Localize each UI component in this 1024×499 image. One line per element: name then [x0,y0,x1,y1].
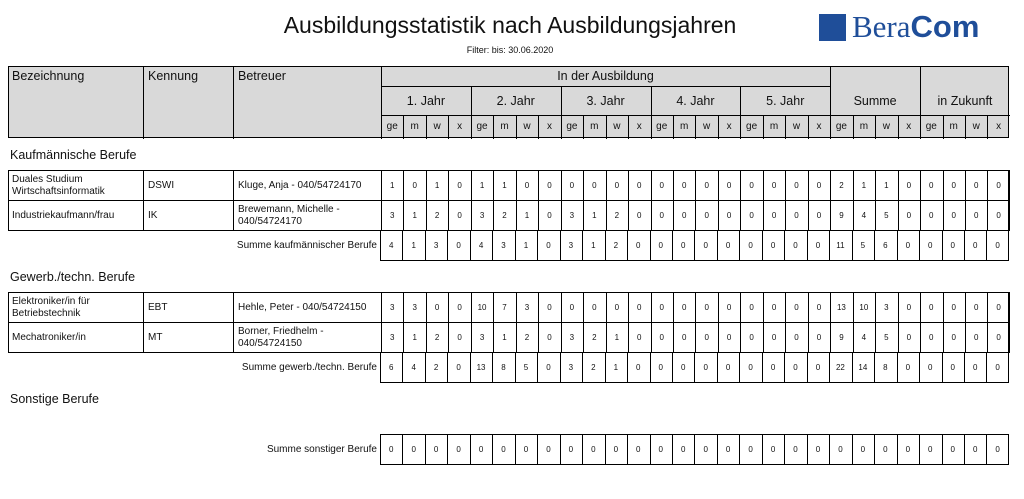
value-cell: 0 [929,211,934,220]
value-cell: 13 [476,363,486,372]
value-cell: 1 [434,181,440,190]
header-subcol-ge: ge [835,121,847,132]
value-cell: 0 [726,181,732,190]
filter-text: Filter: bis: 30.06.2020 [466,45,554,55]
header-subcol-w: w [882,121,890,132]
value-cell: 0 [659,211,664,220]
sum-values [380,434,1009,465]
value-cell: 0 [951,333,956,342]
sum-label: Summe gewerb./techn. Berufe [241,362,377,373]
value-cell: 0 [726,211,732,220]
value-cell: 0 [658,241,663,250]
value-cell: 0 [725,241,731,250]
header-kennung: Kennung [148,69,199,83]
value-cell: 2 [524,333,530,342]
sum-label: Summe kaufmännischer Berufe [236,240,377,251]
value-cell: 0 [951,211,956,220]
value-cell: 3 [412,303,417,312]
cell-kennung: MT [148,332,163,343]
value-cell: 11 [836,241,845,250]
value-cell: 0 [973,181,979,190]
header-subcol-x: x [636,121,642,132]
value-cell: 0 [905,241,911,250]
value-cell: 3 [390,333,395,342]
value-cell: 0 [725,363,731,372]
cell-betreuer: Borner, Friedhelm - 040/54724150 [238,326,324,349]
logo-text-bera: Bera [852,9,911,44]
header-betreuer: Betreuer [238,69,286,83]
header-subcol-x: x [546,121,552,132]
value-cell: 0 [771,333,777,342]
cell-divider [143,323,144,352]
value-cell: 0 [389,445,394,454]
value-cell: 0 [725,445,731,454]
value-cell: 0 [637,181,642,190]
value-cell: 0 [478,445,484,454]
value-cell: 6 [389,363,394,372]
header-subcol-m: m [769,121,779,132]
value-cell: 14 [858,363,868,372]
value-cell: 3 [390,303,395,312]
value-cell: 0 [636,241,641,250]
value-cell: 0 [973,303,979,312]
value-cell: 0 [794,211,799,220]
value-cell: 0 [680,445,686,454]
value-cell: 0 [973,333,979,342]
cell-kennung: EBT [148,302,168,313]
cell-divider [143,293,144,322]
row-values [381,292,1010,323]
sum-values [380,352,1009,383]
value-cell: 0 [793,363,798,372]
value-cell: 0 [636,445,641,454]
value-cell: 1 [524,211,530,220]
value-cell: 0 [568,445,574,454]
value-cell: 0 [591,445,596,454]
value-cell: 0 [951,181,956,190]
row-values [381,322,1010,353]
header-subcol-x: x [457,121,463,132]
logo-text-com: Com [910,9,980,44]
value-cell: 0 [456,363,461,372]
value-cell: 0 [637,303,642,312]
header-subcol-ge: ge [656,121,668,132]
value-cell: 0 [996,333,1001,342]
value-cell: 0 [929,303,934,312]
value-cell: 0 [749,211,754,220]
value-cell: 0 [636,363,641,372]
header-subcol-m: m [949,121,958,132]
cell-divider [233,171,234,200]
value-cell: 4 [411,363,416,372]
value-cell: 0 [995,363,1000,372]
value-cell: 3 [884,303,889,312]
value-cell: 2 [592,333,597,342]
sum-row [8,434,1009,465]
header-subcol-m: m [590,121,599,132]
header-group-6: in Zukunft [937,94,993,108]
value-cell: 0 [794,181,799,190]
value-cell: 8 [501,363,506,372]
value-cell: 0 [659,181,664,190]
value-cell: 0 [726,303,732,312]
value-cell: 0 [996,303,1001,312]
value-cell: 0 [658,445,663,454]
cell-bezeichnung: Mechatroniker/in [12,332,86,343]
cell-bezeichnung: Duales Studium Wirtschaftsinformatik [12,174,105,197]
cell-betreuer: Brewemann, Michelle - 040/54724170 [238,204,340,227]
header-subcol-w: w [613,121,621,132]
logo-square-icon [819,14,846,41]
value-cell: 2 [591,363,596,372]
row-values [381,170,1010,201]
cell-divider [143,171,144,200]
table-row [8,322,1009,353]
header-divider [143,67,144,139]
sum-row [8,230,1009,261]
header-subcol-ge: ge [386,121,398,132]
value-cell: 0 [883,445,888,454]
cell-bezeichnung: Industriekaufmann/frau [12,210,115,221]
value-cell: 0 [637,333,642,342]
value-cell: 4 [478,241,484,250]
header-subcol-ge: ge [746,121,758,132]
value-cell: 0 [770,363,776,372]
value-cell: 0 [569,181,575,190]
value-cell: 3 [524,303,530,312]
section-heading: Sonstige Berufe [10,392,99,406]
value-cell: 0 [771,211,777,220]
value-cell: 0 [704,303,709,312]
value-cell: 0 [748,241,753,250]
value-cell: 0 [569,303,575,312]
value-cell: 0 [613,445,619,454]
cell-divider [143,201,144,230]
value-cell: 1 [412,211,417,220]
value-cell: 0 [680,363,686,372]
header-subcol-m: m [410,121,419,132]
value-cell: 1 [523,241,529,250]
value-cell: 0 [929,181,934,190]
value-cell: 0 [906,303,912,312]
cell-divider [233,201,234,230]
header-group-3: 4. Jahr [676,94,715,108]
value-cell: 0 [457,211,462,220]
value-cell: 0 [793,445,798,454]
cell-kennung: IK [148,210,158,221]
value-cell: 0 [928,445,933,454]
value-cell: 0 [950,241,955,250]
header-subcol-w: w [433,121,441,132]
header-subcol-x: x [996,121,1002,132]
value-cell: 0 [456,445,461,454]
value-cell: 0 [659,303,664,312]
value-cell: 10 [477,303,487,312]
value-cell: 0 [547,303,552,312]
header-divider [233,67,234,139]
value-cell: 0 [592,303,597,312]
value-cell: 3 [568,241,574,250]
value-cell: 0 [815,363,821,372]
value-cell: 0 [681,181,687,190]
value-cell: 0 [906,333,912,342]
value-cell: 1 [502,333,507,342]
value-cell: 0 [501,445,506,454]
value-cell: 0 [592,181,597,190]
value-cell: 3 [479,333,485,342]
value-cell: 0 [816,211,822,220]
value-cell: 0 [658,363,663,372]
value-cell: 1 [861,181,867,190]
page-title: Ausbildungsstatistik nach Ausbildungsjahren [283,12,737,38]
value-cell: 22 [835,363,845,372]
value-cell: 0 [704,181,709,190]
sum-values [380,230,1009,261]
header-subcol-w: w [972,121,980,132]
value-cell: 5 [884,333,889,342]
value-cell: 0 [815,445,821,454]
value-cell: 2 [839,181,844,190]
cell-betreuer: Hehle, Peter - 040/54724150 [238,302,367,313]
header-subcol-w: w [792,121,801,132]
value-cell: 1 [614,333,620,342]
value-cell: 1 [502,181,507,190]
value-cell: 0 [614,303,620,312]
value-cell: 0 [412,181,417,190]
value-cell: 0 [816,333,822,342]
value-cell: 2 [614,211,620,220]
value-cell: 0 [681,303,687,312]
header-group-0: 1. Jahr [406,94,446,108]
value-cell: 0 [996,181,1001,190]
sum-label: Summe sonstiger Berufe [266,444,377,455]
value-cell: 0 [794,303,799,312]
value-cell: 1 [591,241,596,250]
value-cell: 0 [816,181,822,190]
value-cell: 0 [547,333,552,342]
value-cell: 0 [546,445,551,454]
section-heading: Gewerb./techn. Berufe [10,270,136,284]
header-in-ausbildung: In der Ausbildung [557,69,654,83]
value-cell: 3 [501,241,506,250]
value-cell: 0 [771,181,777,190]
value-cell: 0 [749,303,754,312]
value-cell: 3 [569,211,575,220]
value-cell: 0 [770,241,776,250]
value-cell: 0 [433,445,439,454]
value-cell: 0 [726,333,732,342]
value-cell: 1 [884,181,889,190]
value-cell: 9 [839,211,844,220]
value-cell: 1 [411,241,416,250]
value-cell: 0 [457,181,462,190]
cell-divider [233,323,234,352]
cell-bezeichnung: Elektroniker/in für Betriebstechnik [12,296,90,319]
value-cell: 7 [502,303,507,312]
value-cell: 0 [748,445,753,454]
value-cell: 0 [614,181,620,190]
value-cell: 3 [390,211,395,220]
header-group-5: Summe [853,94,897,108]
value-cell: 0 [770,445,776,454]
value-cell: 0 [546,363,551,372]
value-cell: 0 [546,241,551,250]
header-subcol-w: w [703,121,711,132]
value-cell: 9 [839,333,844,342]
value-cell: 4 [389,241,394,250]
header-subcol-x: x [726,121,732,132]
value-cell: 0 [681,211,687,220]
value-cell: 10 [859,303,869,312]
header-divider [381,86,830,87]
value-cell: 0 [905,363,911,372]
value-cell: 0 [972,445,978,454]
value-cell: 2 [434,211,440,220]
value-cell: 0 [816,303,822,312]
value-cell: 6 [883,241,888,250]
value-cell: 0 [547,211,552,220]
sum-row [8,352,1009,383]
value-cell: 4 [861,333,867,342]
header-subcol-x: x [906,121,912,132]
value-cell: 0 [703,241,708,250]
table-row [8,200,1009,231]
header-group-1: 2. Jahr [496,94,535,108]
value-cell: 0 [680,241,686,250]
header-subcol-x: x [816,121,822,132]
value-cell: 0 [906,211,912,220]
value-cell: 0 [547,181,552,190]
header-group-2: 3. Jahr [586,94,625,108]
value-cell: 13 [836,303,846,312]
header-subcol-m: m [859,121,869,132]
value-cell: 0 [704,211,709,220]
value-cell: 0 [995,445,1000,454]
value-cell: 0 [659,333,664,342]
value-cell: 3 [479,211,485,220]
table-row [8,292,1009,323]
header-subcol-m: m [500,121,509,132]
value-cell: 0 [929,333,934,342]
value-cell: 0 [905,445,911,454]
value-cell: 0 [972,241,978,250]
cell-divider [233,293,234,322]
row-values [381,200,1010,231]
value-cell: 2 [433,363,439,372]
header-group-4: 5. Jahr [766,94,805,108]
value-cell: 3 [569,333,575,342]
value-cell: 0 [951,303,956,312]
value-cell: 2 [434,333,440,342]
value-cell: 5 [884,211,889,220]
value-cell: 1 [592,211,597,220]
value-cell: 0 [703,445,708,454]
value-cell: 0 [411,445,416,454]
value-cell: 5 [523,363,529,372]
value-cell: 4 [861,211,867,220]
value-cell: 0 [703,363,708,372]
value-cell: 0 [996,211,1001,220]
value-cell: 5 [860,241,866,250]
value-cell: 0 [749,181,754,190]
value-cell: 0 [928,241,933,250]
value-cell: 0 [771,303,777,312]
value-cell: 0 [973,211,979,220]
value-cell: 3 [568,363,574,372]
value-cell: 0 [794,333,799,342]
value-cell: 0 [681,333,687,342]
cell-kennung: DSWI [148,180,175,191]
value-cell: 0 [860,445,866,454]
value-cell: 0 [972,363,978,372]
header-subcol-ge: ge [925,121,937,132]
value-cell: 1 [479,181,485,190]
value-cell: 0 [748,363,753,372]
value-cell: 0 [637,211,642,220]
header-subcol-m: m [680,121,689,132]
beracom-logo [819,9,980,44]
value-cell: 0 [456,241,461,250]
value-cell: 1 [613,363,619,372]
value-cell: 0 [457,333,462,342]
value-cell: 0 [457,303,462,312]
value-cell: 0 [704,333,709,342]
value-cell: 0 [906,181,912,190]
header-bezeichnung: Bezeichnung [12,69,85,83]
value-cell: 0 [815,241,821,250]
value-cell: 0 [523,445,529,454]
value-cell: 0 [434,303,440,312]
value-cell: 0 [524,181,530,190]
value-cell: 1 [412,333,417,342]
header-subcol-w: w [523,121,531,132]
value-cell: 0 [995,241,1000,250]
header-subcol-ge: ge [566,121,578,132]
section-heading: Kaufmännische Berufe [10,148,137,162]
value-cell: 0 [838,445,843,454]
value-cell: 3 [433,241,439,250]
table-header [8,66,1009,138]
value-cell: 0 [950,363,955,372]
cell-betreuer: Kluge, Anja - 040/54724170 [238,180,362,191]
value-cell: 0 [950,445,955,454]
table-row [8,170,1009,201]
value-cell: 1 [390,181,395,190]
value-cell: 0 [793,241,798,250]
value-cell: 2 [502,211,507,220]
value-cell: 0 [928,363,933,372]
header-subcol-ge: ge [476,121,488,132]
value-cell: 2 [613,241,619,250]
value-cell: 8 [883,363,888,372]
value-cell: 0 [749,333,754,342]
